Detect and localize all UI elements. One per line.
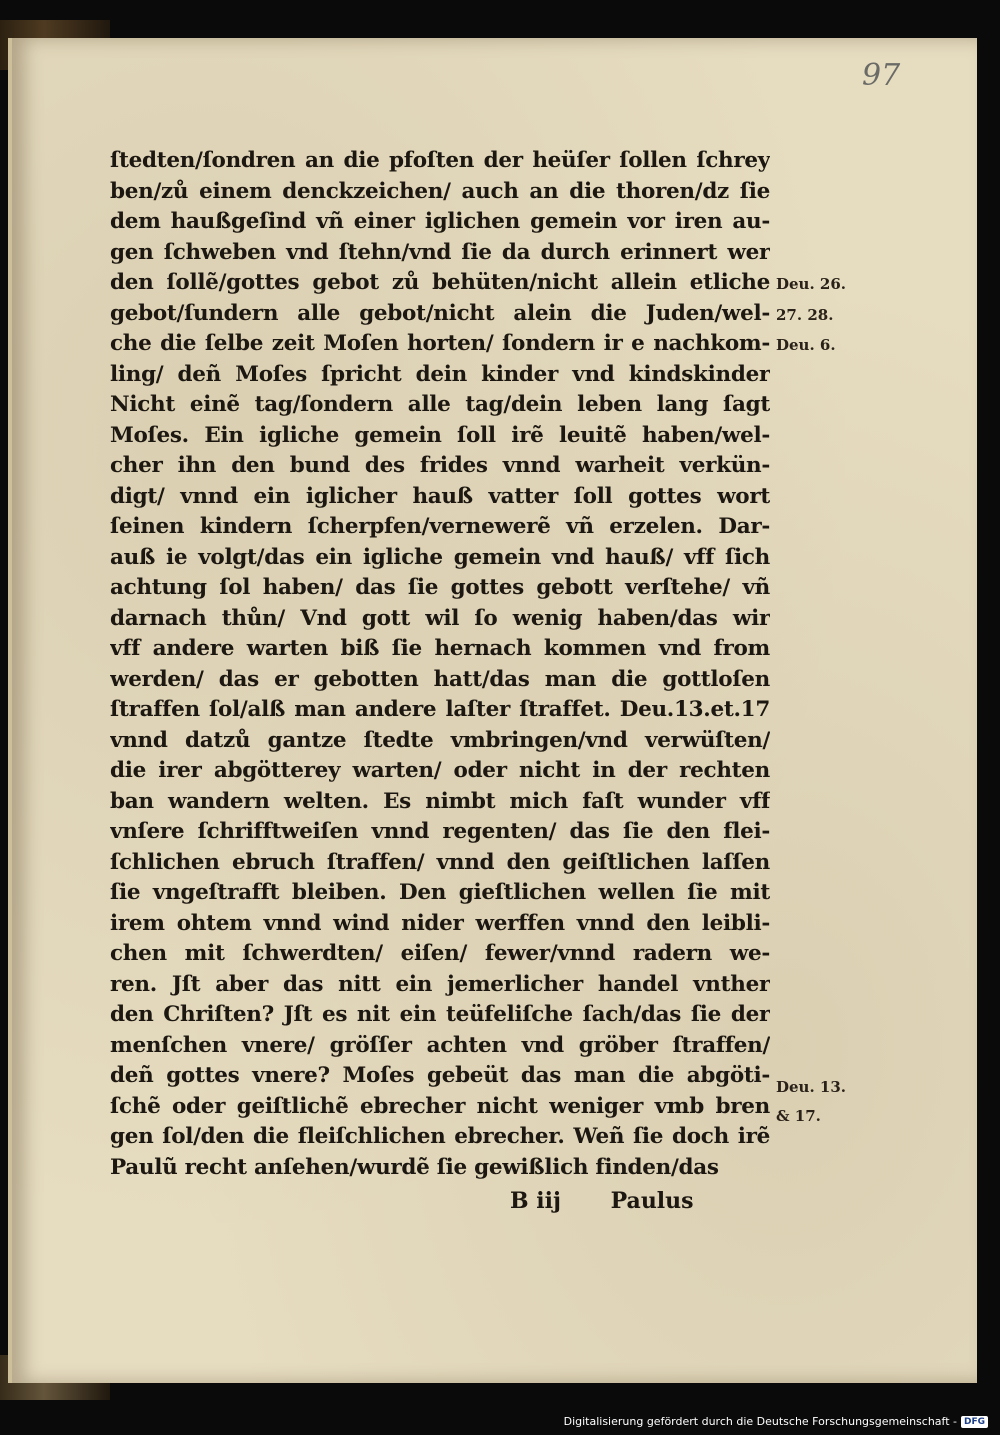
- text-line: ſie vngeſtrafft bleiben. Den gieſtlichen wellen ſie mit: [110, 880, 770, 905]
- text-line: auß ie volgt/das ein igliche gemein vnd hauß/ vff ſich: [110, 544, 770, 570]
- text-line: Nicht einẽ tag/ſondern alle tag/dein leben lang ſagt: [110, 392, 770, 417]
- text-line: die irer abgötterey warten/ oder nicht in der rechten: [110, 758, 770, 783]
- folio-number: 97: [862, 58, 901, 93]
- text-line: ben/zů einem denckzeichen/ auch an die thoren/dz ſie: [110, 178, 770, 204]
- text-line: deñ gottes vnere? Moſes gebeüt das man die abgöti-: [110, 1063, 770, 1088]
- text-line: ban wandern welten. Es nimbt mich faſt wunder vff: [110, 788, 770, 814]
- text-line: darnach thůn/ Vnd gott wil ſo wenig haben/das wir: [110, 605, 770, 631]
- text-line: gen ſol/den die fleiſchlichen ebrecher. Weñ ſie doch irẽ: [110, 1124, 770, 1149]
- text-line: menſchen vnere/ gröſſer achten vnd gröber ſtraffen/: [110, 1032, 770, 1058]
- text-line: gen ſchweben vnd ſtehn/vnd ſie da durch erinnert wer: [110, 239, 770, 265]
- catchword: Paulus: [610, 1188, 694, 1214]
- text-line: den Chriſten? Jſt es nit ein teüfeliſche ſach/das ſie der: [110, 1002, 770, 1027]
- text-line: den ſollẽ/gottes gebot zů behüten/nicht allein etliche: [110, 270, 770, 295]
- margin-note-deu-6: Deu. 6.: [776, 336, 836, 354]
- text-line: ſchlichen ebruch ſtraffen/ vnnd den geiſtlichen laſſen: [110, 849, 770, 875]
- text-line: digt/ vnnd ein iglicher hauß vatter ſoll gottes wort: [110, 483, 770, 509]
- dfg-logo-icon: DFG: [961, 1416, 988, 1428]
- text-line: gebot/ſundern alle gebot/nicht alein die Juden/wel-: [110, 300, 770, 326]
- text-line: ren. Jſt aber das nitt ein jemerlicher handel vnther: [110, 971, 770, 997]
- text-line: cher ihn den bund des frides vnnd warheit verkün-: [110, 453, 770, 478]
- text-line: achtung ſol haben/ das ſie gottes gebott verſtehe/ vñ: [110, 575, 770, 600]
- digitization-credit: [564, 1415, 988, 1428]
- text-line: vnnd datzů gantze ſtedte vmbringen/vnd verwüſten/: [110, 727, 770, 753]
- text-line: ſchẽ oder geiſtlichẽ ebrecher nicht weniger vmb bren: [110, 1093, 770, 1119]
- text-line: vff andere warten biß ſie hernach kommen vnd from: [110, 636, 770, 661]
- text-line: chen mit ſchwerdten/ eiſen/ fewer/vnnd radern we-: [110, 941, 770, 966]
- text-line: che die ſelbe zeit Moſen horten/ ſondern ir e nachkom-: [110, 331, 770, 356]
- text-line: irem ohtem vnnd wind nider werffen vnnd den leibli-: [110, 910, 770, 936]
- text-line: werden/ das er gebotten hatt/das man die gottloſen: [110, 666, 770, 692]
- credit-text: Digitalisierung gefördert durch die Deutsche Forschungsgemeinschaft -: [563, 1415, 957, 1428]
- signature-mark: B iij: [510, 1188, 561, 1214]
- margin-note-deu-13: Deu. 13.: [776, 1078, 846, 1096]
- text-line: ling/ deñ Moſes ſpricht dein kinder vnd kindskinder: [110, 361, 770, 387]
- signature-line: [510, 1188, 740, 1214]
- margin-note-27-28: 27. 28.: [776, 306, 834, 324]
- text-line: ſeinen kindern ſcherpfen/vernewerẽ vñ erzelen. Dar-: [110, 514, 770, 539]
- text-line: Moſes. Ein igliche gemein ſoll irẽ leuitẽ haben/wel-: [110, 422, 770, 448]
- margin-note-deu-26: Deu. 26.: [776, 275, 846, 293]
- text-line: ſtraffen ſol/alß man andere laſter ſtraffet. Deu.13.et.17: [110, 697, 770, 722]
- text-line: dem haußgeſind vñ einer iglichen gemein vor iren au-: [110, 209, 770, 234]
- text-line: ſtedten/ſondren an die pfoſten der heüſer ſollen ſchrey: [110, 148, 770, 173]
- text-line: Paulũ recht anſehen/wurdẽ ſie gewißlich finden/das: [110, 1154, 719, 1180]
- margin-note-17: & 17.: [776, 1107, 821, 1125]
- main-text-block: [110, 146, 770, 1183]
- text-line: vnſere ſchrifftweiſen vnnd regenten/ das ſie den flei-: [110, 819, 770, 844]
